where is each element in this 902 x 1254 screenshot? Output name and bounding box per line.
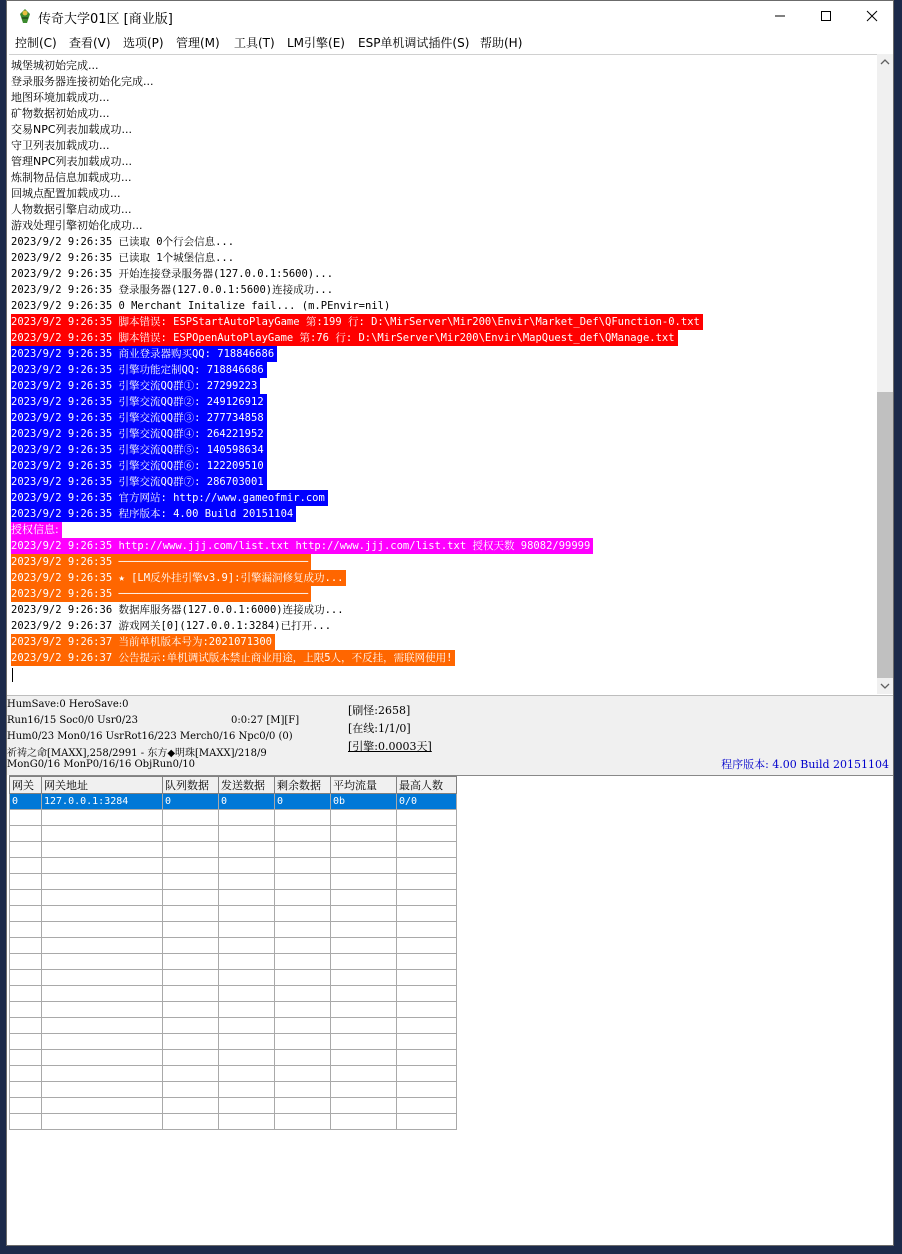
log-line: 2023/9/2 9:26:37 游戏网关[0](127.0.0.1:3284)已打开... — [11, 620, 332, 632]
cell — [275, 986, 331, 1002]
cell — [331, 1050, 397, 1066]
cell — [397, 874, 457, 890]
table-row[interactable] — [10, 842, 457, 858]
cell: 0/0 — [397, 794, 457, 810]
cell — [163, 1018, 219, 1034]
table-row[interactable] — [10, 938, 457, 954]
cell — [42, 874, 163, 890]
cell — [42, 1002, 163, 1018]
table-row[interactable] — [10, 1050, 457, 1066]
log-line: 城堡城初始完成... — [11, 59, 99, 72]
log-line: 2023/9/2 9:26:37 当前单机版本号为:2021071300 — [11, 634, 275, 650]
cell — [275, 954, 331, 970]
menu-options[interactable]: 选项(P) — [123, 36, 164, 50]
minimize-button[interactable] — [757, 1, 803, 31]
menu-manage[interactable]: 管理(M) — [176, 36, 220, 50]
cell — [275, 858, 331, 874]
log-line: 2023/9/2 9:26:35 引擎交流QQ群①: 27299223 — [11, 378, 260, 394]
log-line: 矿物数据初始成功... — [11, 107, 110, 120]
refresh-monster-stat: [刷怪:2658] — [348, 704, 411, 717]
cell — [163, 1050, 219, 1066]
col-remaining[interactable]: 剩余数据 — [275, 777, 331, 794]
cell — [275, 1002, 331, 1018]
col-gateway[interactable]: 网关 — [10, 777, 42, 794]
cell — [331, 906, 397, 922]
cell — [42, 986, 163, 1002]
cell — [397, 890, 457, 906]
cell — [331, 1114, 397, 1130]
menu-tools[interactable]: 工具(T) — [234, 36, 275, 50]
cell — [219, 906, 275, 922]
log-line: 2023/9/2 9:26:35 http://www.jjj.com/list.txt http://www.jjj.com/list.txt 授权天数 98082/99999 — [11, 538, 593, 554]
cell — [331, 986, 397, 1002]
cell — [331, 1018, 397, 1034]
log-line: 2023/9/2 9:26:35 引擎功能定制QQ: 718846686 — [11, 362, 267, 378]
cell — [219, 922, 275, 938]
cell — [163, 906, 219, 922]
cell — [219, 1034, 275, 1050]
cell — [331, 842, 397, 858]
cell — [397, 1034, 457, 1050]
cell — [397, 954, 457, 970]
cell — [10, 842, 42, 858]
log-line: 2023/9/2 9:26:35 ★ [LM反外挂引擎v3.9]:引擎漏洞修复成功... — [11, 570, 346, 586]
log-line: 游戏处理引擎初始化成功... — [11, 219, 143, 232]
cell — [163, 970, 219, 986]
log-line: 守卫列表加载成功... — [11, 139, 110, 152]
cell — [163, 1066, 219, 1082]
run-stat: Run16/15 Soc0/0 Usr0/23 — [7, 715, 138, 726]
cell — [275, 1034, 331, 1050]
cell — [163, 986, 219, 1002]
cell — [163, 810, 219, 826]
cell: 127.0.0.1:3284 — [42, 794, 163, 810]
close-icon — [866, 10, 878, 22]
cell — [163, 922, 219, 938]
gateway-table — [9, 776, 457, 1130]
log-line: 2023/9/2 9:26:35 0 Merchant Initalize fail... (m.PEnvir=nil) — [11, 300, 391, 312]
cell — [219, 986, 275, 1002]
cell — [331, 1098, 397, 1114]
cell — [397, 858, 457, 874]
cell — [219, 842, 275, 858]
cell — [397, 1098, 457, 1114]
cell — [331, 1066, 397, 1082]
cell — [397, 1002, 457, 1018]
gateway-table-header — [10, 777, 457, 794]
cell — [163, 1082, 219, 1098]
cell — [397, 1114, 457, 1130]
menu-bar — [7, 31, 893, 53]
col-avg-traffic[interactable]: 平均流量 — [331, 777, 397, 794]
cell — [42, 1050, 163, 1066]
cell — [10, 986, 42, 1002]
cell — [275, 1098, 331, 1114]
cell — [42, 1098, 163, 1114]
cell — [42, 938, 163, 954]
cell — [219, 938, 275, 954]
maximize-button[interactable] — [803, 1, 849, 31]
cell — [397, 842, 457, 858]
log-line: 登录服务器连接初始化完成... — [11, 75, 154, 88]
cell — [397, 970, 457, 986]
engine-stat: [引擎:0.0003天] — [348, 740, 432, 753]
cell — [275, 842, 331, 858]
cell — [275, 1082, 331, 1098]
cell — [397, 1082, 457, 1098]
log-line: 2023/9/2 9:26:35 引擎交流QQ群⑥: 122209510 — [11, 458, 267, 474]
cell — [219, 954, 275, 970]
scroll-up-icon[interactable] — [880, 58, 890, 66]
log-line: 2023/9/2 9:26:35 商业登录器购买QQ: 718846686 — [11, 346, 277, 362]
app-icon — [17, 8, 33, 24]
cell — [42, 970, 163, 986]
cell — [219, 1098, 275, 1114]
cell — [163, 1002, 219, 1018]
cell — [10, 1098, 42, 1114]
menu-esp-plugin[interactable]: ESP单机调试插件(S) — [358, 36, 470, 50]
log-line: 人物数据引擎启动成功... — [11, 203, 132, 216]
menu-help[interactable]: 帮助(H) — [480, 36, 523, 50]
table-row[interactable] — [10, 794, 457, 810]
cell — [397, 1066, 457, 1082]
cell — [219, 874, 275, 890]
cell: 0 — [163, 794, 219, 810]
cell — [275, 810, 331, 826]
table-row[interactable] — [10, 1114, 457, 1130]
cell — [275, 1066, 331, 1082]
col-queue[interactable]: 队列数据 — [163, 777, 219, 794]
cell — [163, 1034, 219, 1050]
cell — [331, 938, 397, 954]
table-row[interactable] — [10, 1018, 457, 1034]
cell — [10, 954, 42, 970]
cell: 0 — [275, 794, 331, 810]
cell — [219, 1082, 275, 1098]
cell — [42, 954, 163, 970]
table-row[interactable] — [10, 890, 457, 906]
log-line: 2023/9/2 9:26:35 引擎交流QQ群⑦: 286703001 — [11, 474, 267, 490]
col-address[interactable]: 网关地址 — [42, 777, 163, 794]
cell — [331, 970, 397, 986]
cell — [10, 874, 42, 890]
uptime-stat: 0:0:27 [M][F] — [231, 715, 300, 726]
cell — [331, 858, 397, 874]
log-line: 管理NPC列表加载成功... — [11, 155, 133, 168]
cell: 0 — [219, 794, 275, 810]
cell — [10, 922, 42, 938]
cell — [42, 1066, 163, 1082]
menu-lm-engine[interactable]: LM引擎(E) — [287, 36, 345, 50]
cell — [42, 906, 163, 922]
menu-view[interactable]: 查看(V) — [69, 36, 111, 50]
table-row[interactable] — [10, 1098, 457, 1114]
cell — [331, 1002, 397, 1018]
minimize-icon — [774, 10, 786, 22]
title-bar[interactable] — [7, 1, 893, 31]
cell — [331, 922, 397, 938]
table-row[interactable] — [10, 858, 457, 874]
cell — [397, 906, 457, 922]
cell — [219, 810, 275, 826]
table-row[interactable] — [10, 954, 457, 970]
cell — [42, 826, 163, 842]
cell — [42, 922, 163, 938]
cell — [163, 842, 219, 858]
cell — [219, 1018, 275, 1034]
cell — [42, 810, 163, 826]
cell — [163, 938, 219, 954]
log-line: 2023/9/2 9:26:35 已读取 1个城堡信息... — [11, 252, 235, 264]
cell — [163, 954, 219, 970]
table-row[interactable] — [10, 1034, 457, 1050]
log-scrollbar[interactable] — [877, 54, 893, 694]
mon-stat: MonG0/16 MonP0/16/16 ObjRun0/10 — [7, 759, 196, 770]
cell — [42, 1034, 163, 1050]
cell — [42, 1114, 163, 1130]
players-stat: 祈祷之命[MAXX],258/2991 - 东方◆明珠[MAXX]/218/9 — [7, 748, 267, 759]
cell — [42, 1018, 163, 1034]
log-line: 2023/9/2 9:26:35 登录服务器(127.0.0.1:5600)连接成功... — [11, 284, 334, 296]
cell — [219, 858, 275, 874]
hum-stat: Hum0/23 Mon0/16 UsrRot16/223 Merch0/16 Npc0/0 (0) — [7, 731, 293, 742]
cell — [397, 986, 457, 1002]
cell — [397, 938, 457, 954]
table-row[interactable] — [10, 906, 457, 922]
cell — [219, 890, 275, 906]
online-stat: [在线:1/1/0] — [348, 722, 411, 735]
log-line: 2023/9/2 9:26:35 程序版本: 4.00 Build 20151104 — [11, 506, 296, 522]
cell — [10, 970, 42, 986]
log-line: 2023/9/2 9:26:35 脚本错误: ESPOpenAutoPlayGame 第:76 行: D:\MirServer\Mir200\Envir\MapQuest_def\QManage.txt — [11, 330, 678, 346]
cell — [275, 1018, 331, 1034]
cell — [397, 1050, 457, 1066]
log-line: 2023/9/2 9:26:35 ────────────────────────────── — [11, 554, 311, 570]
log-line: 2023/9/2 9:26:35 引擎交流QQ群③: 277734858 — [11, 410, 267, 426]
log-line: 交易NPC列表加载成功... — [11, 123, 133, 136]
cell — [275, 906, 331, 922]
log-line: 2023/9/2 9:26:37 公告提示:单机调试版本禁止商业用途，上限5人，不反挂，需联网使用! — [11, 650, 455, 666]
cell — [275, 1114, 331, 1130]
cell — [10, 1002, 42, 1018]
cell — [275, 874, 331, 890]
cell — [42, 858, 163, 874]
cell — [42, 1082, 163, 1098]
cell — [10, 810, 42, 826]
cell — [219, 1114, 275, 1130]
cell — [275, 938, 331, 954]
version-stat: 程序版本: 4.00 Build 20151104 — [721, 758, 889, 771]
cell — [163, 826, 219, 842]
col-max-users[interactable]: 最高人数 — [397, 777, 457, 794]
table-row[interactable] — [10, 874, 457, 890]
window-title: 传奇大学01区 [商业版] — [38, 12, 173, 27]
cell — [10, 826, 42, 842]
cell — [397, 810, 457, 826]
cell — [163, 1098, 219, 1114]
cell — [331, 826, 397, 842]
log-line: 2023/9/2 9:26:36 数据库服务器(127.0.0.1:6000)连接成功... — [11, 604, 344, 616]
text-caret — [12, 668, 13, 682]
scroll-thumb[interactable] — [877, 392, 893, 678]
humsave-stat: HumSave:0 HeroSave:0 — [7, 699, 129, 710]
cell — [10, 1050, 42, 1066]
cell — [163, 858, 219, 874]
cell — [42, 842, 163, 858]
scroll-down-icon[interactable] — [880, 682, 890, 690]
cell — [331, 874, 397, 890]
main-window — [6, 0, 894, 1246]
cell — [219, 970, 275, 986]
cell — [163, 890, 219, 906]
cell — [275, 922, 331, 938]
table-row[interactable] — [10, 986, 457, 1002]
log-line: 2023/9/2 9:26:35 ────────────────────────────── — [11, 586, 311, 602]
log-output[interactable] — [9, 54, 877, 695]
log-line: 2023/9/2 9:26:35 引擎交流QQ群②: 249126912 — [11, 394, 267, 410]
cell — [331, 1082, 397, 1098]
cell — [275, 890, 331, 906]
cell — [331, 954, 397, 970]
cell — [331, 1034, 397, 1050]
cell — [275, 970, 331, 986]
cell — [275, 1050, 331, 1066]
cell — [10, 1082, 42, 1098]
cell — [331, 810, 397, 826]
log-line: 2023/9/2 9:26:35 已读取 0个行会信息... — [11, 236, 235, 248]
status-panel — [7, 695, 893, 775]
cell — [219, 1066, 275, 1082]
cell — [42, 890, 163, 906]
table-row[interactable] — [10, 1002, 457, 1018]
cell — [219, 1002, 275, 1018]
cell — [397, 1018, 457, 1034]
maximize-icon — [820, 10, 832, 22]
cell — [163, 1114, 219, 1130]
cell — [10, 1114, 42, 1130]
cell — [219, 1050, 275, 1066]
cell — [397, 826, 457, 842]
table-row[interactable] — [10, 810, 457, 826]
cell — [10, 1018, 42, 1034]
log-line: 2023/9/2 9:26:35 引擎交流QQ群④: 264221952 — [11, 426, 267, 442]
table-row[interactable] — [10, 1066, 457, 1082]
cell: 0b — [331, 794, 397, 810]
cell — [275, 826, 331, 842]
log-line: 回城点配置加载成功... — [11, 187, 121, 200]
table-row[interactable] — [10, 970, 457, 986]
cell — [10, 1034, 42, 1050]
log-line: 2023/9/2 9:26:35 脚本错误: ESPStartAutoPlayGame 第:199 行: D:\MirServer\Mir200\Envir\Market_Def\QFunction-0.txt — [11, 314, 703, 330]
table-row[interactable] — [10, 1082, 457, 1098]
cell — [219, 826, 275, 842]
log-line: 2023/9/2 9:26:35 开始连接登录服务器(127.0.0.1:5600)... — [11, 268, 334, 280]
gateway-grid-area — [9, 775, 893, 1246]
cell — [10, 938, 42, 954]
cell — [10, 890, 42, 906]
table-row[interactable] — [10, 826, 457, 842]
cell — [163, 874, 219, 890]
log-line: 授权信息: — [11, 522, 62, 538]
log-line: 地图环境加载成功... — [11, 91, 110, 104]
close-button[interactable] — [849, 1, 894, 31]
log-line: 炼制物品信息加载成功... — [11, 171, 132, 184]
log-line: 2023/9/2 9:26:35 官方网站: http://www.gameofmir.com — [11, 490, 328, 506]
cell: 0 — [10, 794, 42, 810]
log-line: 2023/9/2 9:26:35 引擎交流QQ群⑤: 140598634 — [11, 442, 267, 458]
cell — [331, 890, 397, 906]
menu-control[interactable]: 控制(C) — [15, 36, 57, 50]
cell — [397, 922, 457, 938]
cell — [10, 906, 42, 922]
cell — [10, 1066, 42, 1082]
col-sent[interactable]: 发送数据 — [219, 777, 275, 794]
cell — [10, 858, 42, 874]
table-row[interactable] — [10, 922, 457, 938]
